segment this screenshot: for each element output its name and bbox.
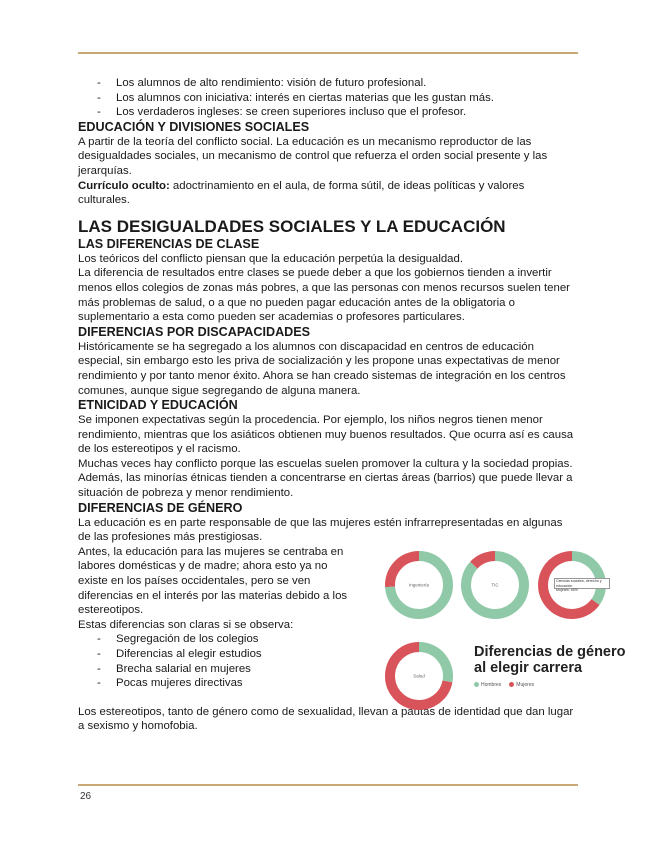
- chart-tooltip: [554, 578, 610, 592]
- chart-title-line: Diferencias de género: [474, 644, 626, 660]
- legend-label: Mujeres: [516, 682, 535, 688]
- list-item: - Los alumnos con iniciativa: interés en ciertas materias que les gustan más.: [78, 91, 578, 106]
- paragraph: La diferencia de resultados entre clases se puede deber a que los gobiernos tienden a invertir menos ellos colegios de zonas más pobres, a que las personas con menos recursos suelen tener más problemas de salud, o a que no pueden pagar educación antes de la obligatoria o suplementario a esta como pueden ser academias o profesores particulares.: [78, 267, 570, 324]
- chart-title: [474, 644, 626, 676]
- legend-entry: [509, 682, 534, 688]
- list-item: - Brecha salarial en mujeres: [78, 662, 578, 677]
- paragraph: Los teóricos del conflicto piensan que la educación perpetúa la desigualdad.: [78, 252, 464, 265]
- legend-label: Hombres: [481, 682, 502, 688]
- legend-entry: [474, 682, 501, 688]
- paragraph: A partir de la teoría del conflicto social. La educación es un mecanismo reproductor de las desigualdades sociales, un mecanismo de control que refuerza el orden social presente y las jerarquías.: [78, 135, 548, 177]
- list-item: - Los verdaderos ingleses: se creen superiores incluso que el profesor.: [78, 105, 578, 120]
- section-heading-discapacidades: DIFERENCIAS POR DISCAPACIDADES: [78, 324, 311, 339]
- paragraph: Muchas veces hay conflicto porque las escuelas suelen promover la cultura y la sociedad propias. Además, las minorías étnicas tienden a concentrarse en ciertas áreas (barrios) que puede llevar a situación de pobreza y menor rendimiento.: [78, 457, 573, 500]
- paragraph-closing: Los estereotipos, tanto de género como de sexualidad, llevan a pautas de identidad que dan lugar a sexismo y homofobia.: [78, 705, 574, 733]
- list-item: - Segregación de los colegios: [78, 632, 578, 647]
- page-number: 26: [80, 791, 92, 802]
- curriculo-text: adoctrinamiento en el aula, de forma sútil, de ideas políticas y valores culturales.: [78, 179, 525, 207]
- donut-label: TIC: [491, 582, 499, 588]
- paragraph: Históricamente se ha segregado a los alumnos con discapacidad en centros de educación especial, sin embargo esto les priva de socialización y les propone unas expectativas de menor rendimiento y por tanto menor éxito. Ahora se han creado sistemas de integración en los centros comunes, aunque sigue segregando de alguna manera.: [78, 340, 566, 397]
- section-heading-etnicidad: ETNICIDAD Y EDUCACIÓN: [78, 398, 238, 413]
- donut-label: Salud: [413, 673, 425, 679]
- legend-swatch: [474, 682, 479, 687]
- paragraph: Estas diferencias son claras si se observa:: [78, 618, 294, 631]
- list-item: - Diferencias al elegir estudios: [78, 647, 578, 662]
- legend-swatch: [509, 682, 514, 687]
- donut-label: Ingeniería: [408, 582, 430, 588]
- main-heading: LAS DESIGUALDADES SOCIALES Y LA EDUCACIÓN: [78, 216, 506, 236]
- chart-legend: [474, 682, 534, 688]
- list-item: - Pocas mujeres directivas: [78, 676, 578, 691]
- footer-rule: [78, 784, 578, 786]
- section-heading-genero: DIFERENCIAS DE GÉNERO: [78, 500, 243, 515]
- tooltip-line: Mujeres: 65%: [556, 588, 578, 592]
- chart-title-line: al elegir carrera: [474, 660, 583, 676]
- donut-slice-mujeres: [474, 556, 495, 565]
- paragraph: Antes, la educación para las mujeres se centraba en labores domésticas y de madre; ahora esto ya no existe en los países occidentales, pero se ven diferencias en el interés por las materias debido a los estereotipos.: [78, 545, 348, 617]
- paragraph: La educación es en parte responsable de que las mujeres estén infrarrepresentadas en algunas de las profesiones más prestigiosas.: [78, 516, 563, 544]
- paragraph: Se imponen expectativas según la procedencia. Por ejemplo, los niños negros tienen menor rendimiento, mientras que los asiáticos obtienen muy buenos resultados. Que ocurra así es causa de los estereotipos y el racismo.: [78, 414, 574, 456]
- section-heading-clase: LAS DIFERENCIAS DE CLASE: [78, 236, 260, 251]
- tooltip-line: Ciencias sociales, derecho y educación: [556, 579, 602, 588]
- list-item: - Los alumnos de alto rendimiento: visión de futuro profesional.: [78, 76, 578, 91]
- curriculo-label: Currículo oculto:: [78, 179, 170, 192]
- section-heading-educacion: EDUCACIÓN Y DIVISIONES SOCIALES: [78, 119, 310, 134]
